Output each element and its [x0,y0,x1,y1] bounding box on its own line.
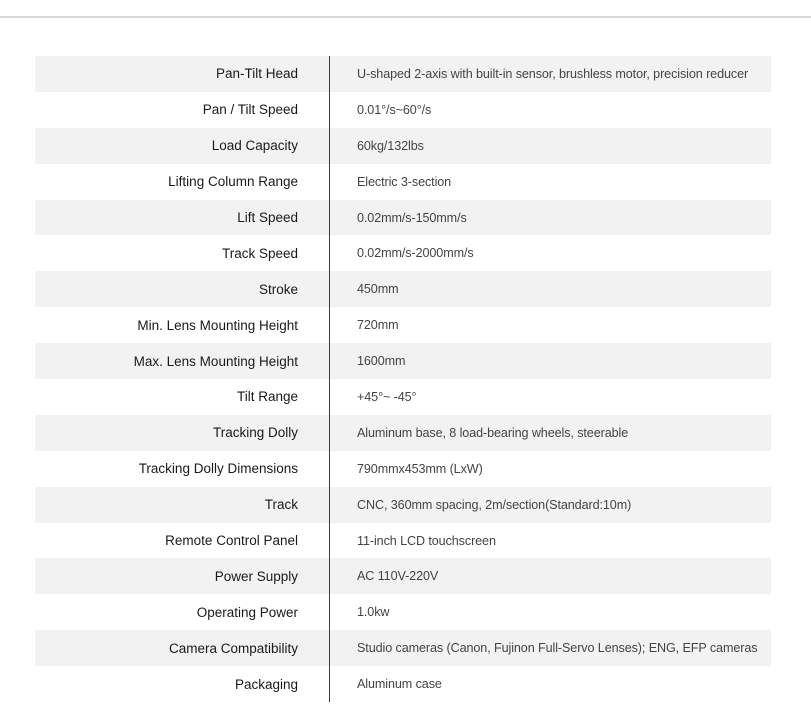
spec-value: Studio cameras (Canon, Fujinon Full-Servo Lenses); ENG, EFP cameras [330,630,772,666]
spec-value: U-shaped 2-axis with built-in sensor, brushless motor, precision reducer [330,56,772,92]
spec-value: Aluminum base, 8 load-bearing wheels, steerable [330,415,772,451]
spec-row [35,235,771,271]
spec-label: Lifting Column Range [35,164,330,200]
spec-label: Track Speed [35,235,330,271]
spec-label: Packaging [35,666,330,702]
spec-label: Min. Lens Mounting Height [35,307,330,343]
spec-label: Power Supply [35,558,330,594]
spec-label: Pan / Tilt Speed [35,92,330,128]
spec-label: Stroke [35,271,330,307]
spec-value: 0.02mm/s-2000mm/s [330,235,772,271]
spec-label: Operating Power [35,594,330,630]
spec-row [35,415,771,451]
spec-row [35,666,771,702]
spec-row [35,164,771,200]
spec-row [35,271,771,307]
spec-value: Electric 3-section [330,164,772,200]
spec-label: Track [35,487,330,523]
spec-label: Tilt Range [35,379,330,415]
spec-row [35,56,771,92]
spec-label: Pan-Tilt Head [35,56,330,92]
spec-label: Remote Control Panel [35,523,330,559]
spec-value: 450mm [330,271,772,307]
specifications-table [35,56,771,702]
spec-value: +45°~ -45° [330,379,772,415]
spec-row [35,523,771,559]
spec-value: 1600mm [330,343,772,379]
spec-label: Load Capacity [35,128,330,164]
spec-row [35,594,771,630]
spec-value: 60kg/132lbs [330,128,772,164]
spec-row [35,487,771,523]
spec-value: 720mm [330,307,772,343]
spec-row [35,558,771,594]
spec-label: Tracking Dolly Dimensions [35,451,330,487]
spec-value: 0.01°/s~60°/s [330,92,772,128]
spec-label: Max. Lens Mounting Height [35,343,330,379]
spec-label: Lift Speed [35,200,330,236]
top-divider [0,16,811,18]
spec-value: 790mmx453mm (LxW) [330,451,772,487]
spec-value: AC 110V-220V [330,558,772,594]
spec-label: Camera Compatibility [35,630,330,666]
spec-row [35,307,771,343]
spec-value: Aluminum case [330,666,772,702]
spec-row [35,200,771,236]
spec-label: Tracking Dolly [35,415,330,451]
spec-value: 1.0kw [330,594,772,630]
spec-row [35,343,771,379]
spec-row [35,128,771,164]
spec-row [35,92,771,128]
spec-value: CNC, 360mm spacing, 2m/section(Standard:10m) [330,487,772,523]
spec-row [35,451,771,487]
spec-row [35,379,771,415]
spec-value: 0.02mm/s-150mm/s [330,200,772,236]
spec-value: 11-inch LCD touchscreen [330,523,772,559]
spec-row [35,630,771,666]
